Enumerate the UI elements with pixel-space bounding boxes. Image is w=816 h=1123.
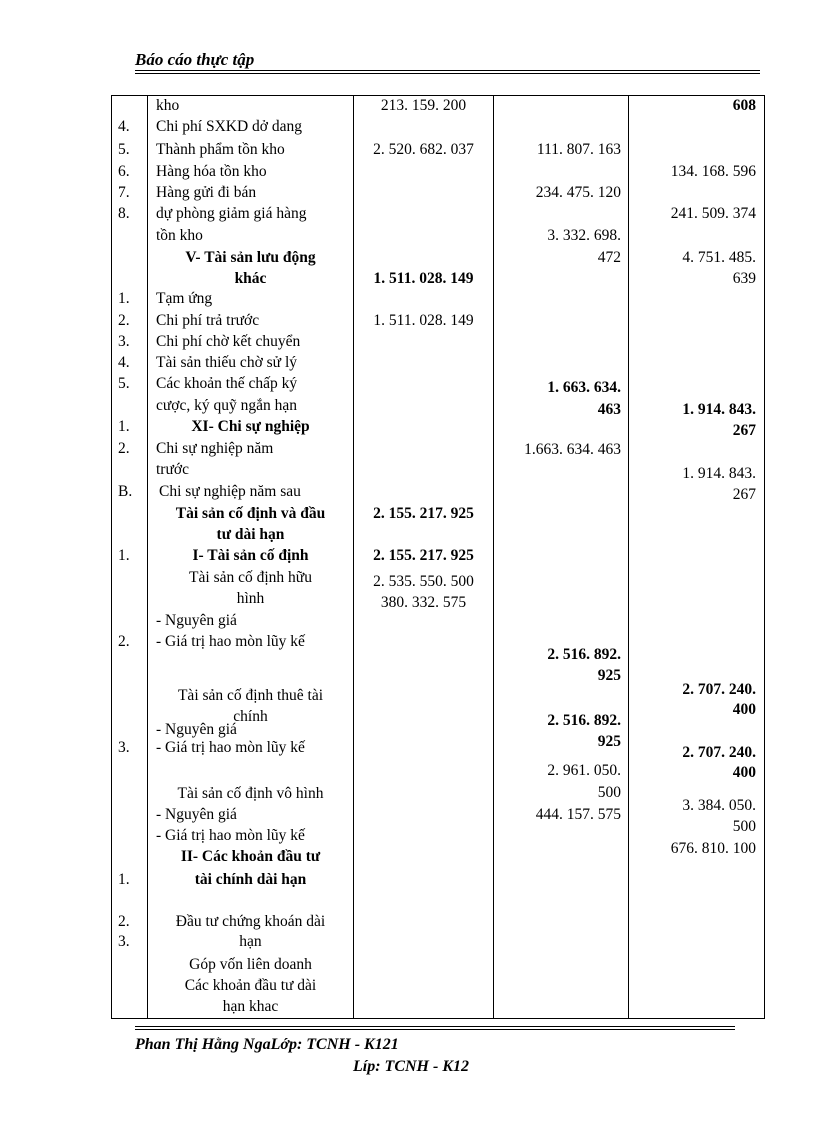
amount-cell: 267	[732, 486, 756, 503]
amount-cell: 2. 520. 682. 037	[373, 141, 474, 158]
row-index: 1.	[118, 290, 130, 307]
footer-author: Phan Thị Hằng NgaLớp: TCNH - K121	[135, 1036, 399, 1053]
item-label: Chi phí SXKD dở dang	[156, 118, 302, 135]
amount-cell: 676. 810. 100	[670, 840, 756, 857]
item-label: dự phòng giảm giá hàng	[156, 205, 307, 222]
row-index: 7.	[118, 184, 130, 201]
item-label: Tài sản cố định thuê tài	[177, 687, 324, 704]
section-heading: XI- Chi sự nghiệp	[191, 418, 310, 435]
amount-cell: 134. 168. 596	[670, 163, 756, 180]
item-label: - Nguyên giá	[156, 612, 237, 629]
amount-cell: 213. 159. 200	[380, 97, 467, 114]
row-index: 3.	[118, 739, 130, 756]
item-label: Chi sự nghiệp năm	[156, 440, 274, 457]
section-heading: khác	[234, 270, 267, 287]
item-label: - Nguyên giá	[156, 806, 237, 823]
header-rule-top	[135, 70, 760, 71]
row-index: 1.	[118, 871, 130, 888]
item-label: - Giá trị hao mòn lũy kế	[156, 739, 305, 756]
amount-cell: 1. 914. 843.	[682, 401, 756, 418]
item-label: - Giá trị hao mòn lũy kế	[156, 827, 305, 844]
amount-cell: 1. 511. 028. 149	[373, 312, 474, 329]
row-index: 2.	[118, 312, 130, 329]
table-border-right	[764, 95, 765, 1019]
row-index: 3.	[118, 333, 130, 350]
amount-cell: 2. 516. 892.	[547, 712, 621, 729]
amount-cell: 2. 155. 217. 925	[373, 547, 474, 564]
amount-cell: 2. 961. 050.	[547, 762, 621, 779]
amount-cell: 2. 155. 217. 925	[373, 505, 474, 522]
section-heading: V- Tài sản lưu động	[185, 249, 316, 266]
amount-cell: 925	[597, 733, 621, 750]
row-index: 2.	[118, 913, 130, 930]
amount-cell: 608	[732, 97, 756, 114]
row-index: 2.	[118, 633, 130, 650]
amount-cell: 500	[732, 818, 756, 835]
amount-cell: 2. 707. 240.	[682, 681, 756, 698]
amount-cell: 1. 663. 634.	[547, 379, 621, 396]
amount-cell: 1. 914. 843.	[682, 465, 756, 482]
item-label: Góp vốn liên doanh	[189, 956, 312, 973]
amount-cell: 234. 475. 120	[535, 184, 621, 201]
row-index: 1.	[118, 547, 130, 564]
amount-cell: 472	[597, 249, 621, 266]
item-label: Các khoản thế chấp ký	[156, 375, 298, 392]
report-header: Báo cáo thực tập	[135, 50, 255, 69]
item-label: hạn	[239, 933, 262, 950]
amount-cell: 2. 535. 550. 500	[373, 573, 474, 590]
amount-cell: 444. 157. 575	[535, 806, 621, 823]
amount-cell: 400	[732, 701, 756, 718]
footer-rule-top	[135, 1026, 735, 1027]
amount-cell: 241. 509. 374	[670, 205, 756, 222]
row-index: 5.	[118, 375, 130, 392]
item-label: hình	[236, 590, 265, 607]
amount-cell: 2. 516. 892.	[547, 646, 621, 663]
row-index: 6.	[118, 163, 130, 180]
item-label: Tài sản cố định vô hình	[177, 785, 324, 802]
amount-cell: 2. 707. 240.	[682, 744, 756, 761]
item-label: trước	[156, 461, 189, 478]
item-label: cược, ký quỹ ngắn hạn	[156, 397, 297, 414]
item-label: Hàng gửi đi bán	[156, 184, 257, 201]
item-label: Đầu tư chứng khoán dài	[175, 913, 326, 930]
item-label: kho	[156, 97, 180, 114]
amount-cell: 639	[732, 270, 756, 287]
amount-cell: 463	[597, 401, 621, 418]
section-heading: I- Tài sản cố định	[192, 547, 309, 564]
row-index: 2.	[118, 440, 130, 457]
item-label: Tài sản cố định hữu	[189, 569, 312, 586]
row-index: 5.	[118, 141, 130, 158]
section-heading: tài chính dài hạn	[194, 871, 307, 888]
item-label: Chi sự nghiệp năm sau	[159, 483, 301, 500]
amount-cell: 3. 384. 050.	[682, 797, 756, 814]
section-heading: Tài sản cố định và đầu	[175, 505, 326, 522]
amount-cell: 3. 332. 698.	[547, 227, 621, 244]
balance-table	[111, 95, 765, 1019]
amount-cell: 267	[732, 422, 756, 439]
row-index: 8.	[118, 205, 130, 222]
table-border-left	[111, 95, 112, 1019]
row-index: 4.	[118, 118, 130, 135]
row-index: 4.	[118, 354, 130, 371]
item-label: Các khoản đầu tư dài	[184, 977, 317, 994]
item-label: Chi phí trả trước	[156, 312, 260, 329]
table-border-bottom	[111, 1018, 765, 1019]
amount-cell: 1. 511. 028. 149	[373, 270, 474, 287]
item-label: - Nguyên giá	[156, 721, 237, 738]
item-label: tồn kho	[156, 227, 203, 244]
section-heading: tư dài hạn	[216, 526, 285, 543]
amount-cell: 111. 807. 163	[536, 141, 621, 158]
item-label: hạn khac	[222, 998, 279, 1015]
amount-cell: 500	[597, 784, 621, 801]
item-label: Tài sản thiếu chờ sử lý	[156, 354, 297, 371]
col-divider-4	[628, 95, 629, 1019]
row-index: 3.	[118, 933, 130, 950]
amount-cell: 1.663. 634. 463	[524, 441, 621, 458]
item-label: chính	[233, 708, 268, 725]
row-index: 1.	[118, 418, 130, 435]
item-label: Thành phẩm tồn kho	[156, 141, 285, 158]
footer-class: Líp: TCNH - K12	[353, 1058, 469, 1075]
amount-cell: 925	[597, 667, 621, 684]
amount-cell: 380. 332. 575	[380, 594, 467, 611]
row-index: B.	[118, 483, 133, 500]
amount-cell: 400	[732, 764, 756, 781]
amount-cell: 4. 751. 485.	[682, 249, 756, 266]
item-label: Tạm ứng	[156, 290, 213, 307]
footer-rule-bottom	[135, 1029, 735, 1030]
header-rule-bottom	[135, 73, 760, 74]
item-label: Chi phí chờ kết chuyển	[156, 333, 301, 350]
item-label: - Giá trị hao mòn lũy kế	[156, 633, 305, 650]
section-heading: II- Các khoản đầu tư	[180, 848, 321, 865]
item-label: Hàng hóa tồn kho	[156, 163, 267, 180]
